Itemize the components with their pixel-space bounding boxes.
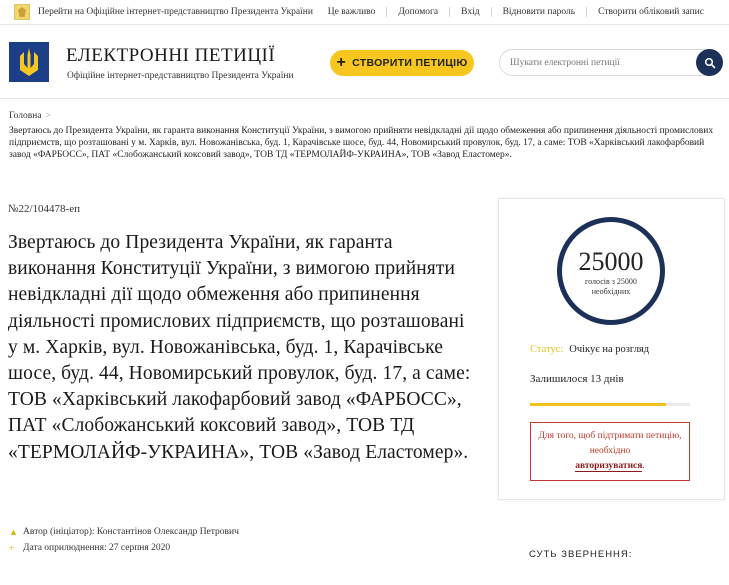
president-link-label[interactable]: Перейти на Офіційне інтернет-представництво Президента України [38, 7, 313, 17]
create-petition-button[interactable] [330, 50, 474, 76]
top-nav [317, 7, 715, 17]
petition-status [530, 344, 649, 355]
petition-number: №22/104478-еп [8, 203, 80, 215]
search-icon [704, 57, 716, 69]
author-text: Автор (ініціатор): Константінов Олександр Петрович [23, 527, 239, 537]
days-left: Залишилося 13 днів [530, 373, 624, 385]
progress-fill [530, 403, 666, 406]
date-text: Дата оприлюднення: 27 серпня 2020 [23, 543, 171, 553]
top-bar [0, 0, 729, 25]
link-restore-password[interactable]: Відновити пароль [491, 7, 587, 17]
search-input[interactable] [510, 55, 690, 70]
status-value: Очікує на розгляд [569, 344, 650, 355]
link-create-account[interactable]: Створити обліковий запис [586, 7, 715, 17]
site-header [0, 25, 729, 99]
plus-small-icon: + [9, 543, 15, 553]
breadcrumb-current: Звертаюсь до Президента України, як гаранта виконання Конституції України, з вимогою прийняти невідкладні дії щодо обмеження або припинення діяльності промислових підприємств, що розташовані у м. Харків, вул. Новожанівська, буд. 1, Карачівське шосе, буд. 44, Новомирський провулок, буд. 17, а саме: ТОВ «Харківський лакофарбовий завод «ФАРБОСС», ПАТ «Слобожанський коксовий завод», ТОВ ТД «ТЕРМОЛАЙФ-УКРАИНА», ТОВ «Завод Еластомер». [9, 126, 714, 160]
auth-notice-text: Для того, щоб підтримати петицію, необхідно [538, 431, 682, 456]
user-icon: ▲ [9, 527, 18, 537]
votes-count: 25000 [578, 247, 644, 276]
create-petition-label: СТВОРИТИ ПЕТИЦІЮ [352, 57, 468, 69]
time-progress-bar [530, 403, 690, 406]
auth-notice-end: . [642, 461, 645, 471]
link-help[interactable]: Допомога [386, 7, 449, 17]
site-subtitle: Офіційне інтернет-представництво Президента України [67, 71, 294, 81]
auth-required-notice [530, 422, 690, 481]
link-login[interactable]: Вхід [449, 7, 490, 17]
trident-icon [15, 46, 43, 78]
coat-of-arms-icon [14, 4, 30, 20]
breadcrumb [9, 110, 719, 161]
status-label: Статус: [530, 344, 564, 355]
search-box [499, 49, 723, 76]
petition-title: Звертаюсь до Президента України, як гаранта виконання Конституції України, з вимогою прийняти невідкладні дії щодо обмеження або припинення діяльності промислових підприємств, що розташовані у м. Харків, вул. Новожанівська, буд. 1, Карачівське шосе, буд. 44, Новомирський провулок, буд. 17, а саме: ТОВ «Харківський лакофарбовий завод «ФАРБОСС», ПАТ «Слобожанський коксовий завод», ТОВ ТД «ТЕРМОЛАЙФ-УКРАИНА», ТОВ «Завод Еластомер». [8, 232, 471, 463]
breadcrumb-separator-icon: > [45, 111, 51, 121]
votes-label: голосів з 25000 необхідних [585, 277, 637, 296]
votes-counter [557, 217, 665, 325]
petition-status-card [498, 198, 725, 500]
link-important[interactable]: Це важливо [327, 7, 376, 17]
breadcrumb-home[interactable]: Головна [9, 111, 42, 121]
site-title[interactable]: ЕЛЕКТРОННІ ПЕТИЦІЇ [66, 45, 276, 66]
petition-date [9, 543, 170, 553]
president-link[interactable] [14, 4, 313, 20]
plus-icon: + [336, 54, 347, 71]
essence-heading: СУТЬ ЗВЕРНЕННЯ: [529, 549, 633, 560]
petition-author [9, 527, 239, 537]
search-button[interactable] [696, 49, 723, 76]
trident-logo[interactable] [9, 42, 49, 82]
authorize-link[interactable]: авторизуватися [575, 461, 643, 471]
